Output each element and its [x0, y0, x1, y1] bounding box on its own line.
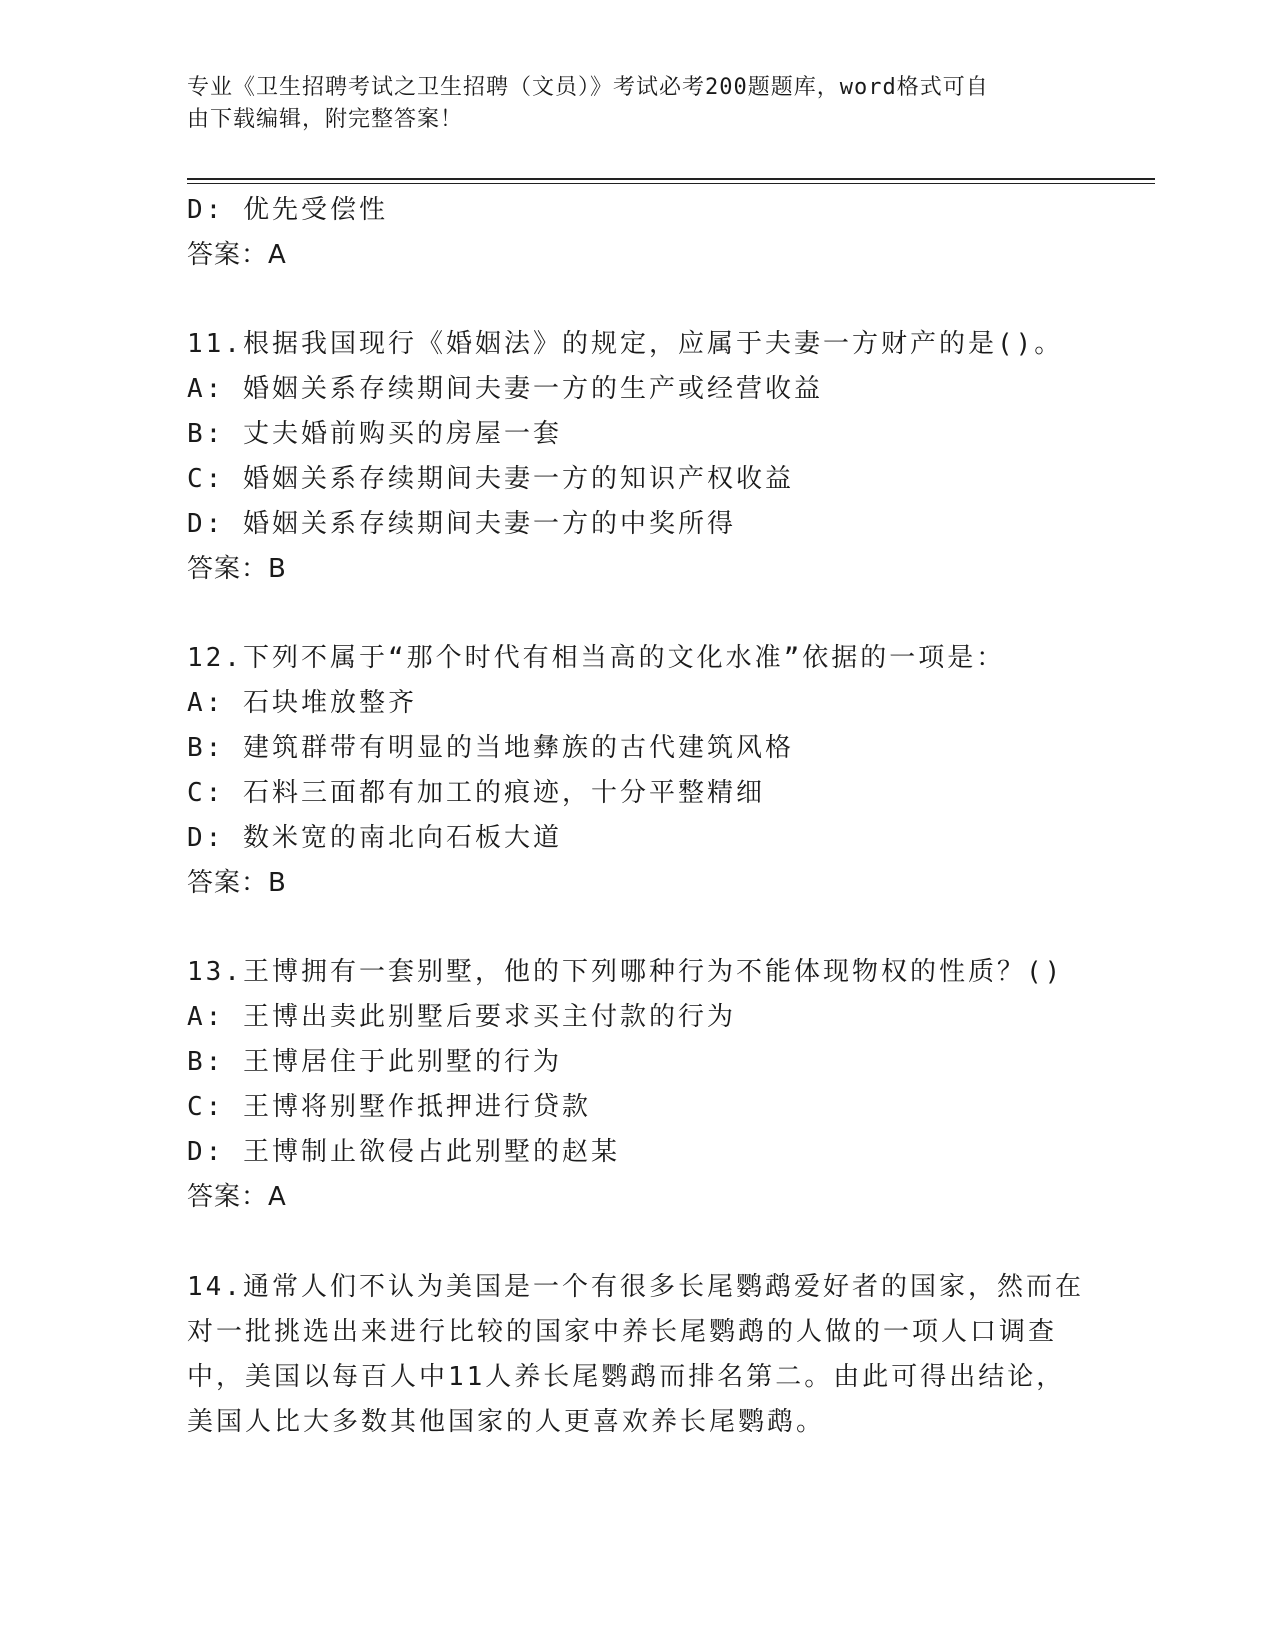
spacer: [187, 278, 1087, 322]
option-d: D: 婚姻关系存续期间夫妻一方的中奖所得: [187, 509, 736, 539]
answer-line: 答案：B: [187, 554, 287, 584]
option-a: A: 婚姻关系存续期间夫妻一方的生产或经营收益: [187, 374, 823, 404]
question-11: [187, 322, 1087, 592]
document-header: [187, 72, 1087, 136]
option-c: C: 石料三面都有加工的痕迹，十分平整精细: [187, 778, 765, 808]
option-c: C: 婚姻关系存续期间夫妻一方的知识产权收益: [187, 464, 794, 494]
header-line-2: 由下载编辑，附完整答案！: [187, 107, 464, 132]
option-d: D: 优先受偿性: [187, 195, 388, 225]
question-content: [187, 188, 1087, 1444]
question-13: [187, 950, 1087, 1220]
question-stem: 11.根据我国现行《婚姻法》的规定，应属于夫妻一方财产的是()。: [187, 329, 1064, 359]
question-14: [187, 1264, 1087, 1444]
question-12: [187, 636, 1087, 906]
question-stem-line-1: 14.通常人们不认为美国是一个有很多长尾鹦鹉爱好者的国家，然而在: [187, 1272, 1084, 1302]
spacer: [187, 592, 1087, 636]
question-stem-line-3: 中，美国以每百人中11人养长尾鹦鹉而排名第二。由此可得出结论，: [187, 1362, 1066, 1392]
question-stem: 13.王博拥有一套别墅，他的下列哪种行为不能体现物权的性质？(): [187, 957, 1064, 987]
spacer: [187, 1220, 1087, 1264]
header-divider-thin: [187, 183, 1155, 184]
option-b: B: 建筑群带有明显的当地彝族的古代建筑风格: [187, 733, 794, 763]
answer-line: 答案：A: [187, 240, 287, 270]
option-c: C: 王博将别墅作抵押进行贷款: [187, 1092, 591, 1122]
header-divider-thick: [187, 178, 1155, 180]
option-d: D: 数米宽的南北向石板大道: [187, 823, 562, 853]
option-d: D: 王博制止欲侵占此别墅的赵某: [187, 1137, 620, 1167]
question-stem-line-4: 美国人比大多数其他国家的人更喜欢养长尾鹦鹉。: [187, 1407, 826, 1437]
carry-over-block: [187, 188, 1087, 278]
option-a: A: 王博出卖此别墅后要求买主付款的行为: [187, 1002, 736, 1032]
spacer: [187, 906, 1087, 950]
question-stem: 12.下列不属于“那个时代有相当高的文化水准”依据的一项是：: [187, 643, 1006, 673]
option-b: B: 丈夫婚前购买的房屋一套: [187, 419, 562, 449]
answer-line: 答案：A: [187, 1182, 287, 1212]
option-b: B: 王博居住于此别墅的行为: [187, 1047, 562, 1077]
header-line-1: 专业《卫生招聘考试之卫生招聘（文员）》考试必考200题题库，word格式可自: [187, 75, 989, 100]
answer-line: 答案：B: [187, 868, 287, 898]
option-a: A: 石块堆放整齐: [187, 688, 417, 718]
question-stem-line-2: 对一批挑选出来进行比较的国家中养长尾鹦鹉的人做的一项人口调查: [187, 1317, 1058, 1347]
